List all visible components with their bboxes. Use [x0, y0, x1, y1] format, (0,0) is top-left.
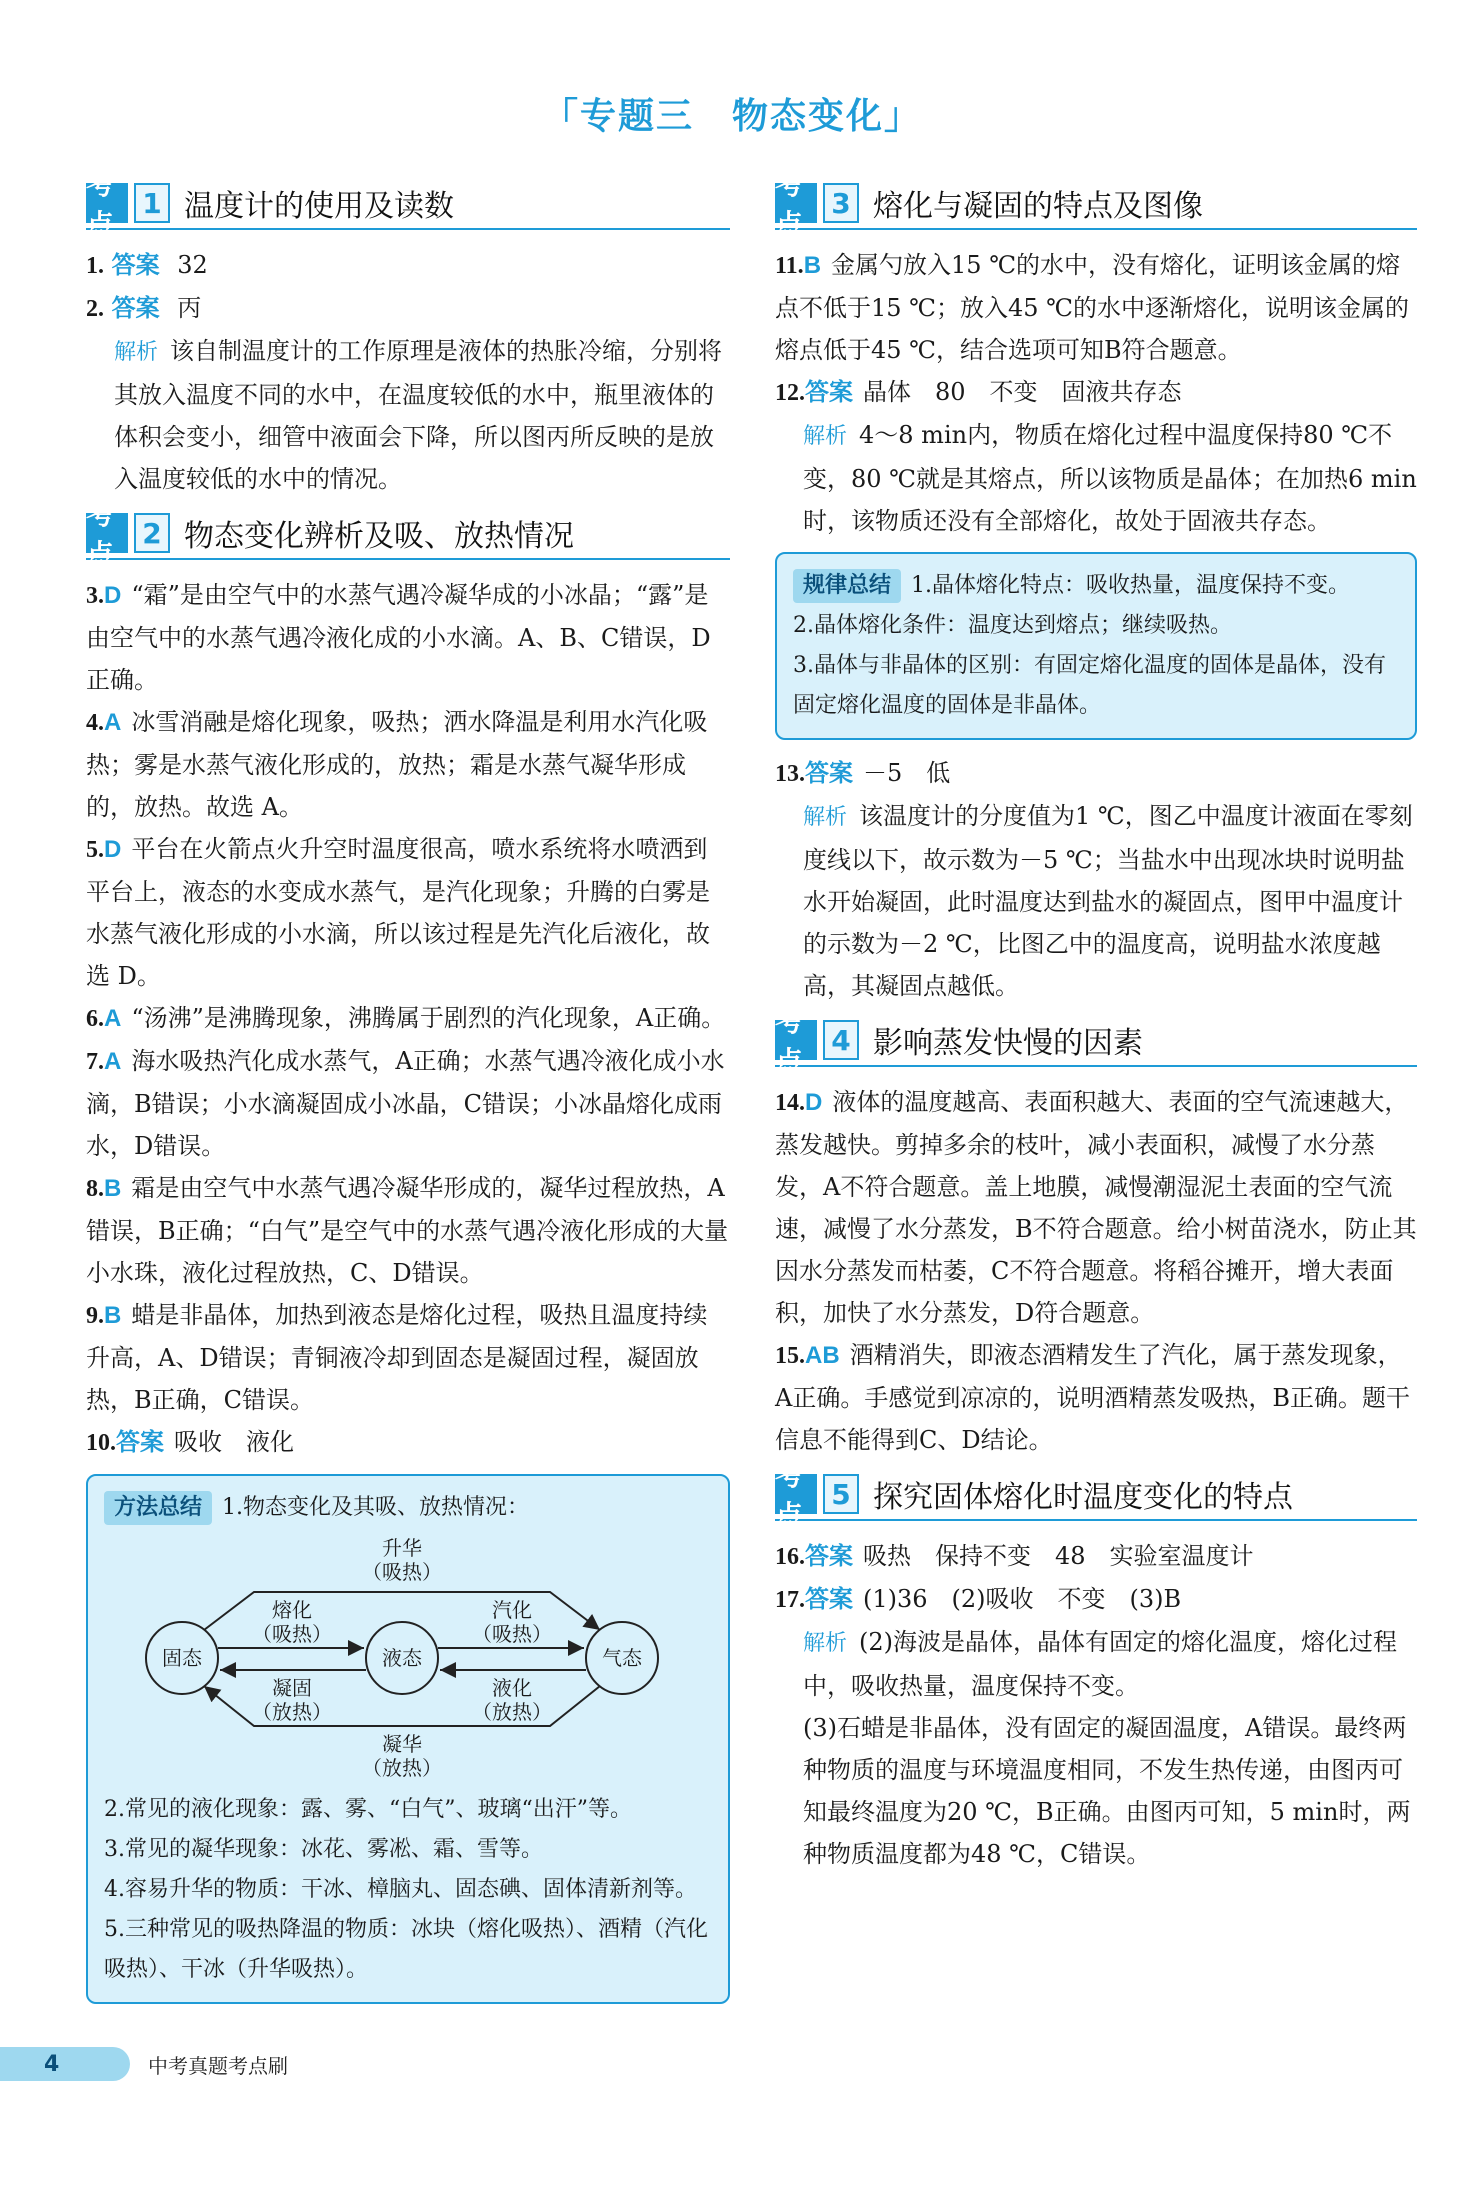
section-badge [775, 1459, 859, 1532]
deposition-label: 凝华 [382, 1732, 422, 1756]
question-number: 17. [775, 1587, 805, 1613]
deposition-heat: （放热） [362, 1756, 442, 1780]
analysis-label: 解析 [114, 340, 159, 365]
section-number: 2 [134, 513, 170, 553]
section-badge-label: 考点 [86, 183, 128, 223]
question-3 [86, 574, 730, 701]
question-number: 16. [775, 1544, 805, 1570]
section-badge-label: 考点 [86, 513, 128, 553]
analysis-text: 该温度计的分度值为1 ℃，图乙中温度计液面在零刻度线以下，故示数为－5 ℃；当盐水中出现冰块时说明盐水开始凝固，此时温度达到盐水的凝固点，图甲中温度计的示数为－2 ℃，比图乙中的温度高，说明盐水浓度越高，其凝固点越低。 [803, 802, 1413, 1000]
choice: A [104, 1048, 122, 1075]
question-number: 6. [86, 1006, 104, 1032]
choice: D [805, 1089, 823, 1116]
explanation: “汤沸”是沸腾现象，沸腾属于剧烈的汽化现象，A正确。 [131, 1004, 726, 1032]
explanation: 蜡是非晶体，加热到液态是熔化过程，吸热且温度持续升高，A、D错误；青铜液冷却到固态是凝固过程，凝固放热，B正确，C错误。 [86, 1301, 708, 1414]
melting-label: 熔化 [272, 1598, 312, 1622]
question-number: 13. [775, 761, 805, 787]
section-title: 影响蒸发快慢的因素 [873, 1026, 1143, 1061]
state-change-diagram [104, 1532, 712, 1784]
section-badge [775, 1005, 859, 1078]
sublimation-label: 升华 [382, 1536, 422, 1560]
left-column [86, 170, 730, 2016]
choice: B [803, 252, 822, 279]
method-line: 4.容易升华的物质：干冰、樟脑丸、固态碘、固体清新剂等。 [104, 1877, 697, 1902]
book-title: 中考真题考点刷 [148, 2053, 288, 2078]
solid-label: 固态 [162, 1646, 202, 1670]
section-badge-label: 考点 [775, 1020, 817, 1060]
answer-text: 晶体 80 不变 固液共存态 [863, 378, 1182, 406]
answer-label: 答案 [805, 1586, 853, 1613]
rule-summary-box [775, 552, 1417, 740]
method-line: 5.三种常见的吸热降温的物质：冰块（熔化吸热）、酒精（汽化吸热）、干冰（升华吸热）。 [104, 1917, 708, 1982]
section-badge [775, 168, 859, 241]
choice: A [104, 1005, 122, 1032]
question-8 [86, 1167, 730, 1294]
right-column [775, 170, 1417, 1875]
melting-heat: （吸热） [252, 1622, 332, 1646]
answer-text: 吸热 保持不变 48 实验室温度计 [863, 1542, 1254, 1570]
explanation: 霜是由空气中水蒸气遇冷凝华形成的，凝华过程放热，A错误，B正确；“白气”是空气中的水蒸气遇冷液化形成的大量小水珠，液化过程放热，C、D错误。 [86, 1174, 729, 1287]
answer-text: －5 低 [863, 759, 951, 787]
question-number: 11. [775, 253, 804, 279]
analysis-17 [775, 1621, 1417, 1707]
question-14 [775, 1081, 1417, 1334]
analysis-label: 解析 [803, 1631, 848, 1656]
question-5 [86, 828, 730, 997]
section-badge [86, 168, 170, 241]
section-title: 熔化与凝固的特点及图像 [873, 189, 1203, 224]
question-11 [775, 244, 1417, 371]
question-number: 10. [86, 1430, 116, 1456]
analysis-12 [775, 414, 1417, 542]
answer-label: 答案 [805, 379, 853, 406]
rule-summary-label: 规律总结 [793, 569, 901, 603]
question-number: 9. [86, 1303, 104, 1329]
question-number: 14. [775, 1090, 805, 1116]
question-number: 5. [86, 837, 104, 863]
answer-label: 答案 [111, 252, 160, 279]
question-4 [86, 701, 730, 828]
question-10 [86, 1421, 730, 1464]
explanation: “霜”是由空气中的水蒸气遇冷凝华成的小冰晶；“露”是由空气中的水蒸气遇冷液化成的小水滴。A、B、C错误，D正确。 [86, 581, 711, 694]
question-number: 2. [86, 296, 104, 322]
question-15 [775, 1334, 1417, 1461]
section-title: 探究固体熔化时温度变化的特点 [873, 1480, 1293, 1515]
section-badge-label: 考点 [775, 1474, 817, 1514]
solidification-heat: （放热） [252, 1700, 332, 1724]
answer-label: 答案 [805, 760, 853, 787]
choice: AB [805, 1342, 840, 1369]
question-16 [775, 1535, 1417, 1578]
question-number: 1. [86, 253, 104, 279]
gas-label: 气态 [602, 1646, 642, 1670]
question-17 [775, 1578, 1417, 1621]
section-title: 物态变化辨析及吸、放热情况 [184, 519, 574, 554]
section-4-header [775, 1005, 1417, 1078]
analysis-17-part3: (3)石蜡是非晶体，没有固定的凝固温度，A错误。最终两种物质的温度与环境温度相同，不发生热传递，由图丙可知最终温度为20 ℃，B正确。由图丙可知，5 min时，两种物质温度都为48 ℃，C错误。 [803, 1714, 1411, 1868]
liquid-label: 液态 [382, 1646, 422, 1670]
question-2 [86, 287, 730, 330]
method-summary-box [86, 1474, 730, 2004]
method-line: 2.常见的液化现象：露、雾、“白气”、玻璃“出汗”等。 [104, 1797, 632, 1822]
section-1-header [86, 168, 730, 241]
choice: B [104, 1302, 122, 1329]
question-7 [86, 1040, 730, 1167]
explanation: 金属勺放入15 ℃的水中，没有熔化，证明该金属的熔点不低于15 ℃；放入45 ℃的水中逐渐熔化，说明该金属的熔点低于45 ℃，结合选项可知B符合题意。 [775, 251, 1410, 364]
answer-text: 吸收 液化 [174, 1428, 294, 1456]
choice: D [104, 836, 122, 863]
rule-line: 3.晶体与非晶体的区别：有固定熔化温度的固体是晶体，没有固定熔化温度的固体是非晶体。 [793, 653, 1386, 718]
method-line: 3.常见的凝华现象：冰花、雾凇、霜、雪等。 [104, 1837, 543, 1862]
section-number: 4 [823, 1020, 859, 1060]
section-number: 3 [823, 183, 859, 223]
liquefaction-heat: （放热） [472, 1700, 552, 1724]
question-9 [86, 1294, 730, 1421]
answer-label: 答案 [111, 295, 160, 322]
analysis-label: 解析 [803, 805, 848, 830]
vaporization-label: 汽化 [492, 1598, 532, 1622]
analysis-text: 该自制温度计的工作原理是液体的热胀冷缩，分别将其放入温度不同的水中，在温度较低的水中，瓶里液体的体积会变小，细管中液面会下降，所以图丙所反映的是放入温度较低的水中的情况。 [114, 337, 723, 493]
analysis-13 [775, 795, 1417, 1007]
analysis-text: 4～8 min内，物质在熔化过程中温度保持80 ℃不变，80 ℃就是其熔点，所以该物质是晶体；在加热6 min时，该物质还没有全部熔化，故处于固液共存态。 [803, 421, 1417, 535]
explanation: 液体的温度越高、表面积越大、表面的空气流速越大，蒸发越快。剪掉多余的枝叶，减小表面积，减慢了水分蒸发，A不符合题意。盖上地膜，减慢潮湿泥土表面的空气流速，减慢了水分蒸发，B不符合题意。给小树苗浇水，防止其因水分蒸发而枯萎，C不符合题意。将稻谷摊开，增大表面积，加快了水分蒸发，D符合题意。 [775, 1088, 1417, 1327]
answer-label: 答案 [116, 1429, 164, 1456]
vaporization-heat: （吸热） [472, 1622, 552, 1646]
question-12 [775, 371, 1417, 414]
method-line: 1.物态变化及其吸、放热情况： [222, 1495, 530, 1520]
page-footer [0, 2046, 288, 2082]
question-number: 12. [775, 380, 805, 406]
liquefaction-label: 液化 [492, 1676, 532, 1700]
solidification-label: 凝固 [272, 1676, 312, 1700]
section-2-header [86, 498, 730, 571]
question-number: 7. [86, 1049, 104, 1075]
choice: A [104, 709, 122, 736]
answer-label: 答案 [805, 1543, 853, 1570]
question-6 [86, 997, 730, 1040]
analysis-label: 解析 [803, 424, 848, 449]
choice: D [104, 582, 122, 609]
rule-line: 1.晶体熔化特点：吸收热量，温度保持不变。 [911, 573, 1351, 598]
question-number: 4. [86, 710, 104, 736]
choice: B [104, 1175, 122, 1202]
explanation: 海水吸热汽化成水蒸气，A正确；水蒸气遇冷液化成小水滴，B错误；小水滴凝固成小冰晶，C错误；小冰晶熔化成雨水，D错误。 [86, 1047, 725, 1160]
explanation: 酒精消失，即液态酒精发生了汽化，属于蒸发现象，A正确。手感觉到凉凉的，说明酒精蒸发吸热，B正确。题干信息不能得到C、D结论。 [775, 1341, 1410, 1454]
section-badge-label: 考点 [775, 183, 817, 223]
analysis-text: (2)海波是晶体，晶体有固定的熔化温度，熔化过程中，吸收热量，温度保持不变。 [803, 1628, 1398, 1700]
method-summary-label: 方法总结 [104, 1491, 212, 1525]
section-number: 5 [823, 1474, 859, 1514]
explanation: 平台在火箭点火升空时温度很高，喷水系统将水喷洒到平台上，液态的水变成水蒸气，是汽化现象；升腾的白雾是水蒸气液化形成的小水滴，所以该过程是先汽化后液化，故选 D。 [86, 835, 710, 990]
section-badge [86, 498, 170, 571]
answer-text: 32 [177, 251, 208, 279]
question-number: 3. [86, 583, 104, 609]
section-title: 温度计的使用及读数 [184, 189, 454, 224]
question-1 [86, 244, 730, 287]
question-number: 8. [86, 1176, 104, 1202]
sublimation-heat: （吸热） [362, 1560, 442, 1584]
question-13 [775, 752, 1417, 795]
page-number: 4 [0, 2047, 130, 2081]
section-5-header [775, 1459, 1417, 1532]
explanation: 冰雪消融是熔化现象，吸热；洒水降温是利用水汽化吸热；雾是水蒸气液化形成的，放热；霜是水蒸气凝华形成的，放热。故选 A。 [86, 708, 708, 821]
section-3-header [775, 168, 1417, 241]
question-number: 15. [775, 1343, 805, 1369]
page-title: 「专题三 物态变化」 [541, 96, 922, 137]
analysis-2 [86, 330, 730, 500]
answer-text: 丙 [177, 294, 202, 322]
answer-text: (1)36 (2)吸收 不变 (3)B [863, 1585, 1182, 1613]
rule-line: 2.晶体熔化条件：温度达到熔点；继续吸热。 [793, 613, 1232, 638]
section-number: 1 [134, 183, 170, 223]
